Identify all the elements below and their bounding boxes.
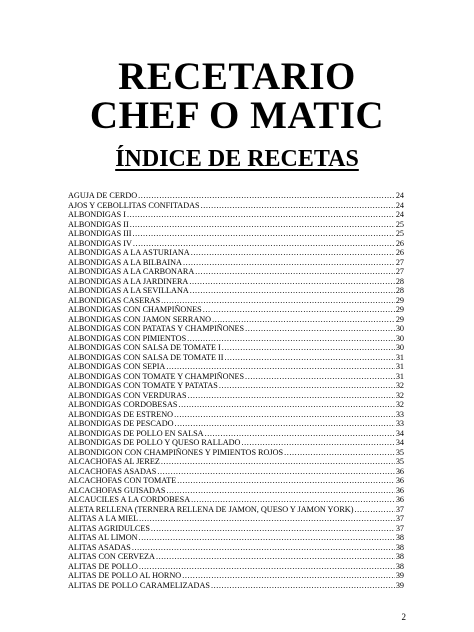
index-entry-page: 37 — [395, 523, 404, 533]
index-entry-page: 39 — [395, 580, 404, 590]
dot-leader — [130, 220, 395, 230]
dot-leader — [188, 391, 395, 401]
index-entry-page: 25 — [395, 229, 404, 238]
index-entry-page: 39 — [395, 571, 404, 580]
index-entry-title: ALBONDIGAS DE ESTRENO — [68, 409, 174, 419]
index-entry[interactable] — [68, 400, 404, 410]
dot-leader — [139, 514, 395, 524]
index-entry[interactable] — [68, 248, 404, 258]
index-entry[interactable] — [68, 581, 404, 591]
index-entry-page: 37 — [395, 504, 404, 514]
index-entry-page: 35 — [395, 457, 404, 466]
index-entry-page: 33 — [395, 419, 404, 428]
index-entry-title: ALBONDIGAS A LA SEVILLANA — [68, 286, 189, 295]
index-entry-title: ALBONDIGAS CASERAS — [68, 295, 161, 305]
dot-leader — [132, 229, 394, 239]
index-entry[interactable] — [68, 315, 404, 325]
index-entry-page: 32 — [395, 390, 404, 400]
index-entry[interactable] — [68, 505, 404, 515]
index-entry-page: 27 — [395, 267, 404, 276]
index-entry[interactable] — [68, 533, 404, 543]
dot-leader — [245, 372, 395, 382]
document-title-line-2: CHEF O MATIC — [89, 94, 385, 137]
index-entry-title: ALBONDIGAS DE POLLO Y QUESO RALLADO — [68, 438, 241, 447]
index-entry-title: ALBONDIGAS CORDOBESAS — [68, 400, 178, 409]
dot-leader — [195, 267, 395, 277]
dot-leader — [182, 571, 395, 581]
index-entry-title: ALCAUCILES A LA CORDOBESA — [68, 495, 191, 504]
index-entry-title: ALCACHOFAS ASADAS — [68, 466, 157, 476]
index-entry-page: 29 — [395, 314, 404, 324]
index-entry-page: 31 — [395, 371, 404, 381]
dot-leader — [190, 286, 395, 296]
index-entry-title: ALBONDIGAS CON TOMATE Y CHAMPIÑONES — [68, 371, 245, 381]
dot-leader — [127, 210, 395, 220]
index-entry-title: ALBONDIGAS III — [68, 229, 132, 238]
dot-leader — [284, 448, 395, 458]
index-entry-title: ALITAS DE POLLO CARAMELIZADAS — [68, 580, 210, 590]
index-entry-page: 26 — [395, 248, 404, 257]
index-entry[interactable] — [68, 258, 404, 268]
index-entry-page: 36 — [395, 495, 404, 504]
index-entry-title: ALBONDIGAS CON PIMIENTOS — [68, 333, 187, 343]
index-entry-title: ALBONDIGAS IV — [68, 238, 132, 248]
index-entry-title: AJOS Y CEBOLLITAS CONFITADAS — [68, 200, 200, 210]
index-entry-page: 31 — [395, 352, 404, 362]
index-entry-title: ALBONDIGAS CON SALSA DE TOMATE I — [68, 343, 221, 352]
index-entry[interactable] — [68, 296, 404, 306]
index-entry-page: 34 — [395, 428, 404, 438]
index-entry-page: 30 — [395, 343, 404, 352]
index-entry-title: ALETA RELLENA (TERNERA RELLENA DE JAMON, QUESO Y JAMON YORK) — [68, 504, 354, 514]
index-entry-page: 35 — [395, 447, 404, 457]
index-entry-page: 28 — [395, 286, 404, 295]
index-entry-page: 27 — [395, 257, 404, 267]
index-entry-page: 24 — [395, 210, 404, 219]
document-title-line-1: RECETARIO — [118, 55, 356, 98]
index-entry[interactable] — [68, 410, 404, 420]
index-entry-title: ALITAS ASADAS — [68, 542, 131, 552]
index-entry[interactable] — [68, 543, 404, 553]
index-entry-title: ALBONDIGAS A LA ASTURIANA — [68, 248, 190, 257]
index-entry-title: ALITAS AGRIDULCES — [68, 523, 150, 533]
index-entry-title: ALITAS AL LIMON — [68, 533, 138, 542]
index-entry[interactable] — [68, 239, 404, 249]
index-entry-page: 32 — [395, 381, 404, 390]
dot-leader — [133, 239, 395, 249]
index-entry[interactable] — [68, 191, 404, 201]
index-entry-page: 32 — [395, 400, 404, 409]
index-entry[interactable] — [68, 495, 404, 505]
dot-leader — [178, 400, 394, 410]
index-entry-page: 38 — [395, 552, 404, 561]
index-entry-title: ALBONDIGAS DE POLLO EN SALSA — [68, 428, 204, 438]
dot-leader — [138, 191, 395, 201]
dot-leader — [157, 467, 394, 477]
index-entry[interactable] — [68, 210, 404, 220]
index-entry-title: ALBONDIGAS A LA CARBONARA — [68, 267, 195, 276]
index-entry-title: ALBONDIGAS II — [68, 219, 129, 229]
dot-leader — [201, 201, 395, 211]
index-entry[interactable] — [68, 552, 404, 562]
index-entry-title: ALBONDIGON CON CHAMPIÑONES Y PIMIENTOS ROJOS — [68, 447, 284, 457]
index-entry[interactable] — [68, 571, 404, 581]
index-entry[interactable] — [68, 419, 404, 429]
index-entry[interactable] — [68, 324, 404, 334]
dot-leader — [151, 524, 395, 534]
dot-leader — [161, 296, 395, 306]
index-entry[interactable] — [68, 381, 404, 391]
index-entry[interactable] — [68, 286, 404, 296]
index-entry-title: ALBONDIGAS CON PATATAS Y CHAMPIÑONES — [68, 324, 245, 333]
dot-leader — [225, 353, 395, 363]
index-entry-page: 29 — [395, 295, 404, 305]
index-entry[interactable] — [68, 467, 404, 477]
index-heading: ÍNDICE DE RECETAS — [115, 146, 359, 172]
dot-leader — [132, 543, 395, 553]
index-entry-title: ALBONDIGAS I — [68, 210, 126, 219]
index-entry[interactable] — [68, 229, 404, 239]
index-entry[interactable] — [68, 372, 404, 382]
index-entry-title: ALITAS DE POLLO — [68, 561, 138, 571]
dot-leader — [187, 334, 395, 344]
dot-leader — [139, 562, 395, 572]
index-entry-page: 29 — [395, 305, 404, 314]
dot-leader — [175, 419, 395, 429]
index-entry-title: ALBONDIGAS A LA JARDINERA — [68, 276, 189, 286]
dot-leader — [219, 381, 395, 391]
index-entry-title: ALBONDIGAS CON JAMON SERRANO — [68, 314, 212, 324]
index-entry-page: 24 — [395, 200, 404, 210]
index-entry-page: 24 — [395, 191, 404, 200]
index-entry[interactable] — [68, 448, 404, 458]
index-entry[interactable] — [68, 343, 404, 353]
dot-leader — [222, 343, 395, 353]
index-entry[interactable] — [68, 201, 404, 211]
dot-leader — [191, 248, 395, 258]
index-entry[interactable] — [68, 277, 404, 287]
index-entry[interactable] — [68, 524, 404, 534]
index-entry-title: ALITAS DE POLLO AL HORNO — [68, 571, 182, 580]
page-number: 2 — [401, 612, 406, 622]
index-entry[interactable] — [68, 486, 404, 496]
index-entry-page: 38 — [395, 542, 404, 552]
index-entry-title: ALBONDIGAS CON CHAMPIÑONES — [68, 305, 202, 314]
index-entry-title: AGUJA DE CERDO — [68, 191, 138, 200]
index-entry-page: 36 — [395, 466, 404, 476]
dot-leader — [166, 362, 394, 372]
dot-leader — [191, 495, 395, 505]
index-entry-page: 25 — [395, 219, 404, 229]
dot-leader — [174, 410, 395, 420]
index-entry[interactable] — [68, 391, 404, 401]
index-entry-title: ALBONDIGAS DE PESCADO — [68, 419, 174, 428]
index-entry-page: 31 — [395, 362, 404, 371]
index-entry-page: 28 — [395, 276, 404, 286]
index-entry[interactable] — [68, 457, 404, 467]
index-entry-title: ALITAS A LA MIEL — [68, 514, 139, 523]
index-entry-title: ALBONDIGAS CON TOMATE Y PATATAS — [68, 381, 218, 390]
index-entry-page: 36 — [395, 485, 404, 495]
dot-leader — [203, 305, 395, 315]
index-entry-page: 30 — [395, 333, 404, 343]
index-entry-title: ALCACHOFAS GUISADAS — [68, 485, 166, 495]
index-entry-page: 33 — [395, 409, 404, 419]
dot-leader — [166, 486, 394, 496]
index-entry-page: 34 — [395, 438, 404, 447]
dot-leader — [189, 277, 394, 287]
index-entry[interactable] — [68, 514, 404, 524]
dot-leader — [177, 476, 395, 486]
dot-leader — [211, 581, 395, 591]
index-entry[interactable] — [68, 362, 404, 372]
index-entry-title: ALBONDIGAS CON VERDURAS — [68, 390, 187, 400]
index-entry[interactable] — [68, 476, 404, 486]
index-entry-page: 38 — [395, 561, 404, 571]
index-entry[interactable] — [68, 220, 404, 230]
index-entry-page: 30 — [395, 324, 404, 333]
index-entry-page: 26 — [395, 238, 404, 248]
index-entry-title: ALCACHOFAS CON TOMATE — [68, 476, 177, 485]
index-entry[interactable] — [68, 305, 404, 315]
index-entry[interactable] — [68, 429, 404, 439]
dot-leader — [156, 552, 395, 562]
recipe-index-list — [68, 191, 404, 590]
index-entry-title: ALBONDIGAS CON SEPIA — [68, 362, 166, 371]
index-entry[interactable] — [68, 353, 404, 363]
index-entry[interactable] — [68, 438, 404, 448]
dot-leader — [245, 324, 395, 334]
index-entry[interactable] — [68, 267, 404, 277]
index-entry-title: ALITAS CON CERVEZA — [68, 552, 155, 561]
dot-leader — [205, 429, 395, 439]
dot-leader — [161, 457, 395, 467]
dot-leader — [241, 438, 394, 448]
dot-leader — [139, 533, 395, 543]
dot-leader — [212, 315, 395, 325]
index-entry[interactable] — [68, 334, 404, 344]
index-entry-title: ALCACHOFAS AL JEREZ — [68, 457, 160, 466]
index-entry-page: 37 — [395, 514, 404, 523]
index-entry-title: ALBONDIGAS CON SALSA DE TOMATE II — [68, 352, 224, 362]
index-entry[interactable] — [68, 562, 404, 572]
index-entry-page: 36 — [395, 476, 404, 485]
dot-leader — [183, 258, 395, 268]
index-entry-page: 38 — [395, 533, 404, 542]
index-entry-title: ALBONDIGAS A LA BILBAINA — [68, 257, 182, 267]
dot-leader — [354, 505, 394, 515]
